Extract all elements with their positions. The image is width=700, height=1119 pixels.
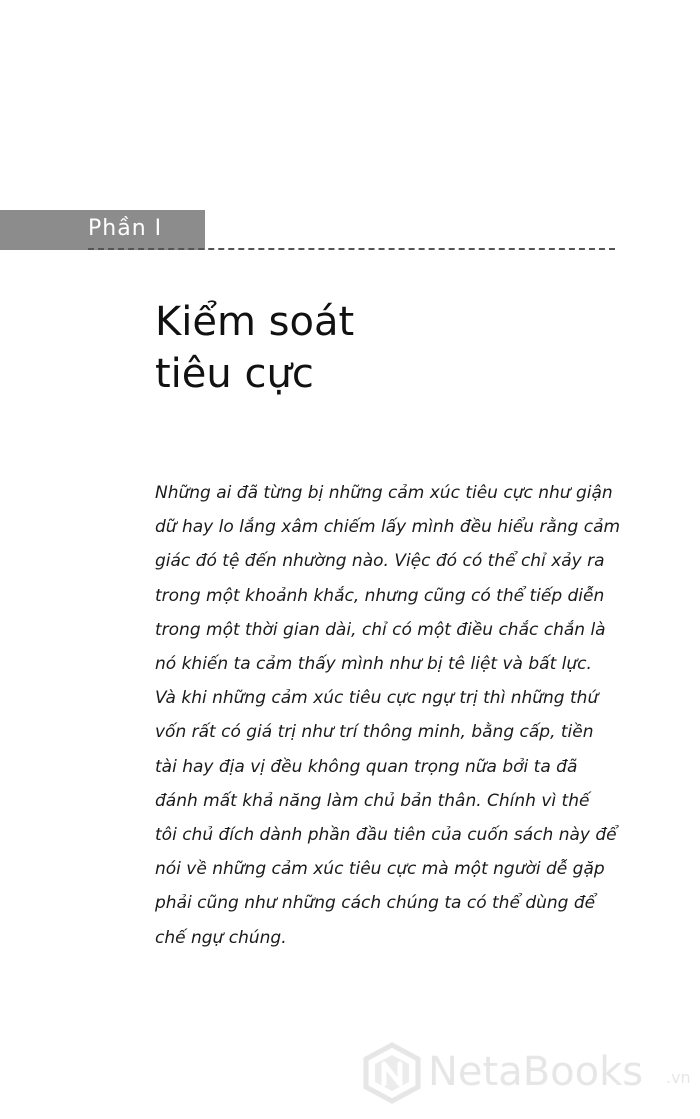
paragraph-line: tôi chủ đích dành phần đầu tiên của cuốn sách này để [155, 825, 617, 846]
paragraph-line: Những ai đã từng bị những cảm xúc tiêu cực như giận [155, 483, 613, 503]
netabooks-watermark [362, 1038, 692, 1108]
paragraph-line: nó khiến ta cảm thấy mình như bị tê liệt và bất lực. [155, 654, 592, 675]
paragraph-line: dữ hay lo lắng xâm chiếm lấy mình đều hiểu rằng cảm [155, 517, 621, 538]
watermark-suffix: .vn [666, 1068, 691, 1087]
title-line: tiêu cực [155, 351, 314, 397]
paragraph-line: phải cũng như những cách chúng ta có thể dùng để [155, 893, 596, 914]
paragraph-line: đánh mất khả năng làm chủ bản thân. Chính vì thế [155, 790, 590, 811]
paragraph-line: trong một khoảnh khắc, nhưng cũng có thể tiếp diễn [155, 585, 605, 606]
title-line: Kiểm soát [155, 299, 355, 345]
part-label: Phần I [88, 216, 163, 241]
intro-paragraph [155, 476, 625, 955]
paragraph-line: trong một thời gian dài, chỉ có một điều chắc chắn là [155, 619, 606, 640]
paragraph-line: nói về những cảm xúc tiêu cực mà một người dễ gặp [155, 859, 605, 880]
paragraph-line: Và khi những cảm xúc tiêu cực ngự trị thì những thứ [155, 688, 599, 709]
watermark-brand: NetaBooks [428, 1049, 644, 1095]
dashed-divider [88, 248, 615, 250]
paragraph-line: tài hay địa vị đều không quan trọng nữa bởi ta đã [155, 756, 578, 777]
netabooks-logo-icon [362, 1042, 422, 1104]
chapter-title [155, 296, 354, 400]
paragraph-line: chế ngự chúng. [155, 927, 287, 948]
paragraph-line: vốn rất có giá trị như trí thông minh, bằng cấp, tiền [155, 722, 594, 743]
paragraph-line: giác đó tệ đến nhường nào. Việc đó có thể chỉ xảy ra [155, 551, 605, 572]
